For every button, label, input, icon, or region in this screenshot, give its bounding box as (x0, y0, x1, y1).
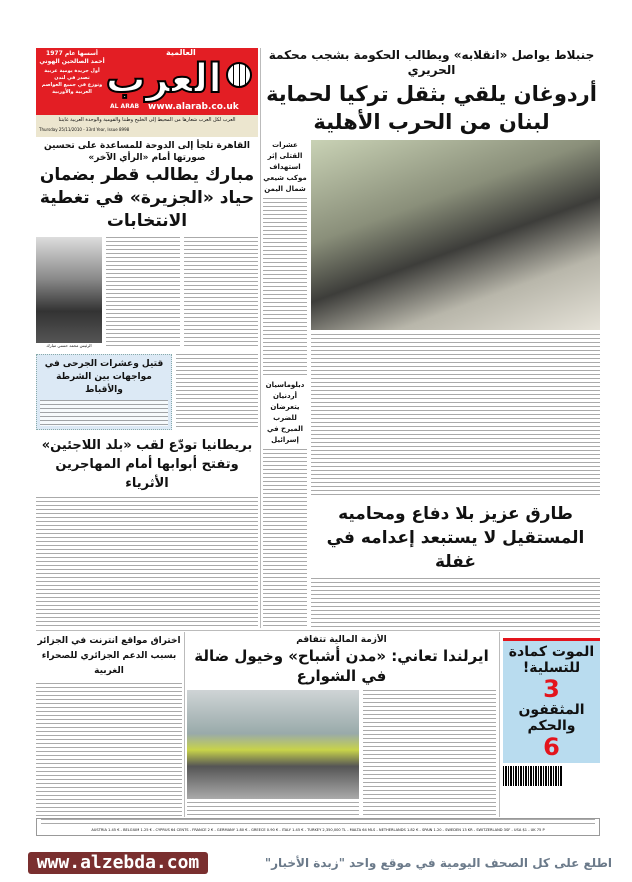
motto: العرب لكل العرب شعارها من المحيط إلى الخليج وطننا والقومية والوحدة العربية غايتنا (58, 117, 236, 123)
ireland-headline[interactable]: ايرلندا تعاني: «مدن أشباح» وخيول ضالة في الشوارع (194, 647, 489, 685)
barcode (503, 766, 563, 786)
ireland-kicker: الأزمة المالية تتفاقم (296, 635, 387, 645)
banner-slogan: اطلع على كل الصحف اليومية في موقع واحد "زبدة الأخبار" (264, 856, 612, 870)
tagline-line: العربية والأوربية (52, 89, 92, 95)
lead-photo (311, 140, 600, 330)
aziz-headline[interactable]: طارق عزيز بلا دفاع ومحاميه المستقيل لا يستبعد إعدامه في غفلة (326, 504, 585, 572)
left-region (36, 48, 258, 628)
lead-kicker: جنبلاط يواصل «انقلابه» ويطالب الحكومة بشجب محكمة الحريري (268, 48, 595, 77)
yemen-headline[interactable]: عشرات القتلى إثر استهداف موكب شيعي شمال اليمن (263, 141, 307, 193)
price-strip (36, 818, 600, 836)
diplomats-headline[interactable]: دبلوماسيان أردنيان يتعرضان للضرب المبرح في إسرائيل (265, 381, 305, 444)
logo-sub: العالمية (166, 48, 196, 57)
tagline-line: وتوزع في جميع العواصم (41, 82, 103, 88)
ireland-photo (187, 690, 359, 799)
founder-name: أحمد الصالحين الهوني (39, 58, 105, 65)
lead-body (311, 334, 600, 498)
britain-headline[interactable]: بريطانيا تودّع لقب «بلد اللاجئين» وتفتح أبوابها أمام المهاجرين الأثرياء (41, 438, 253, 491)
photo-caption: الرئيس محمد حسني مبارك (46, 343, 92, 348)
newspaper-logo: العرب (105, 56, 222, 102)
masthead (36, 48, 258, 137)
lead-headline[interactable]: أردوغان يلقي بثقل تركيا لحماية لبنان من الحرب الأهلية (266, 82, 597, 134)
page-number-2: 6 (543, 733, 560, 761)
tagline-line: أول جريدة يومية عربية (44, 68, 100, 74)
globe-icon (226, 62, 252, 88)
prices-text: AUSTRIA 1.45 € - BELGIUM 1.25 € - CYPRUS 64 CENTS - FRANCE 2 € - GERMANY 1.80 € - GREECE 0.90 € - ITALY 1.45 € - TURKEY 2,350,000 TL - MALTA 64 MLS - NETHERLANDS 1.82 € - SPAIN 1.20 - SWEDEN 13 KR - SWITZERLAND 3SF - USA $1 - UK 75 P (91, 828, 545, 832)
tagline-line: تصدر في لندن (54, 75, 90, 81)
algeria-headline[interactable]: اختراق مواقع انترنت في الجزائر بسبب الدعم الجزائري للصحراء الغربية (37, 636, 181, 676)
egypt-kicker: القاهرة تلجأ إلى الدوحة للمساعدة على تحسين صورتها أمام «الرأي الآخر» (44, 141, 250, 163)
sidebox-title-2[interactable]: المثقفون والحكم (518, 702, 585, 734)
page-number-1: 3 (543, 675, 560, 703)
banner-url[interactable]: www.alzebda.com (28, 852, 208, 874)
founder-label: أسسها عام 1977 (46, 50, 98, 57)
clashes-headline[interactable]: قتيل وعشرات الجرحى في مواجهات بين الشرطة والأقباط (44, 359, 164, 395)
mubarak-photo (36, 237, 102, 343)
sidebox-title-1[interactable]: الموت كمادة للتسلية! (508, 644, 595, 676)
egypt-headline[interactable]: مبارك يطالب قطر بضمان حياد «الجزيرة» في تغطية الانتخابات (39, 165, 255, 231)
sidebox (503, 641, 600, 763)
clashes-box (36, 354, 172, 430)
issue-date: Thursday 25/11/2010 - 33rd Year, Issue 8998 (39, 127, 130, 132)
right-region (263, 48, 600, 628)
logo-english: AL ARAB (110, 103, 140, 110)
website-url: www.alarab.co.uk (148, 102, 239, 112)
